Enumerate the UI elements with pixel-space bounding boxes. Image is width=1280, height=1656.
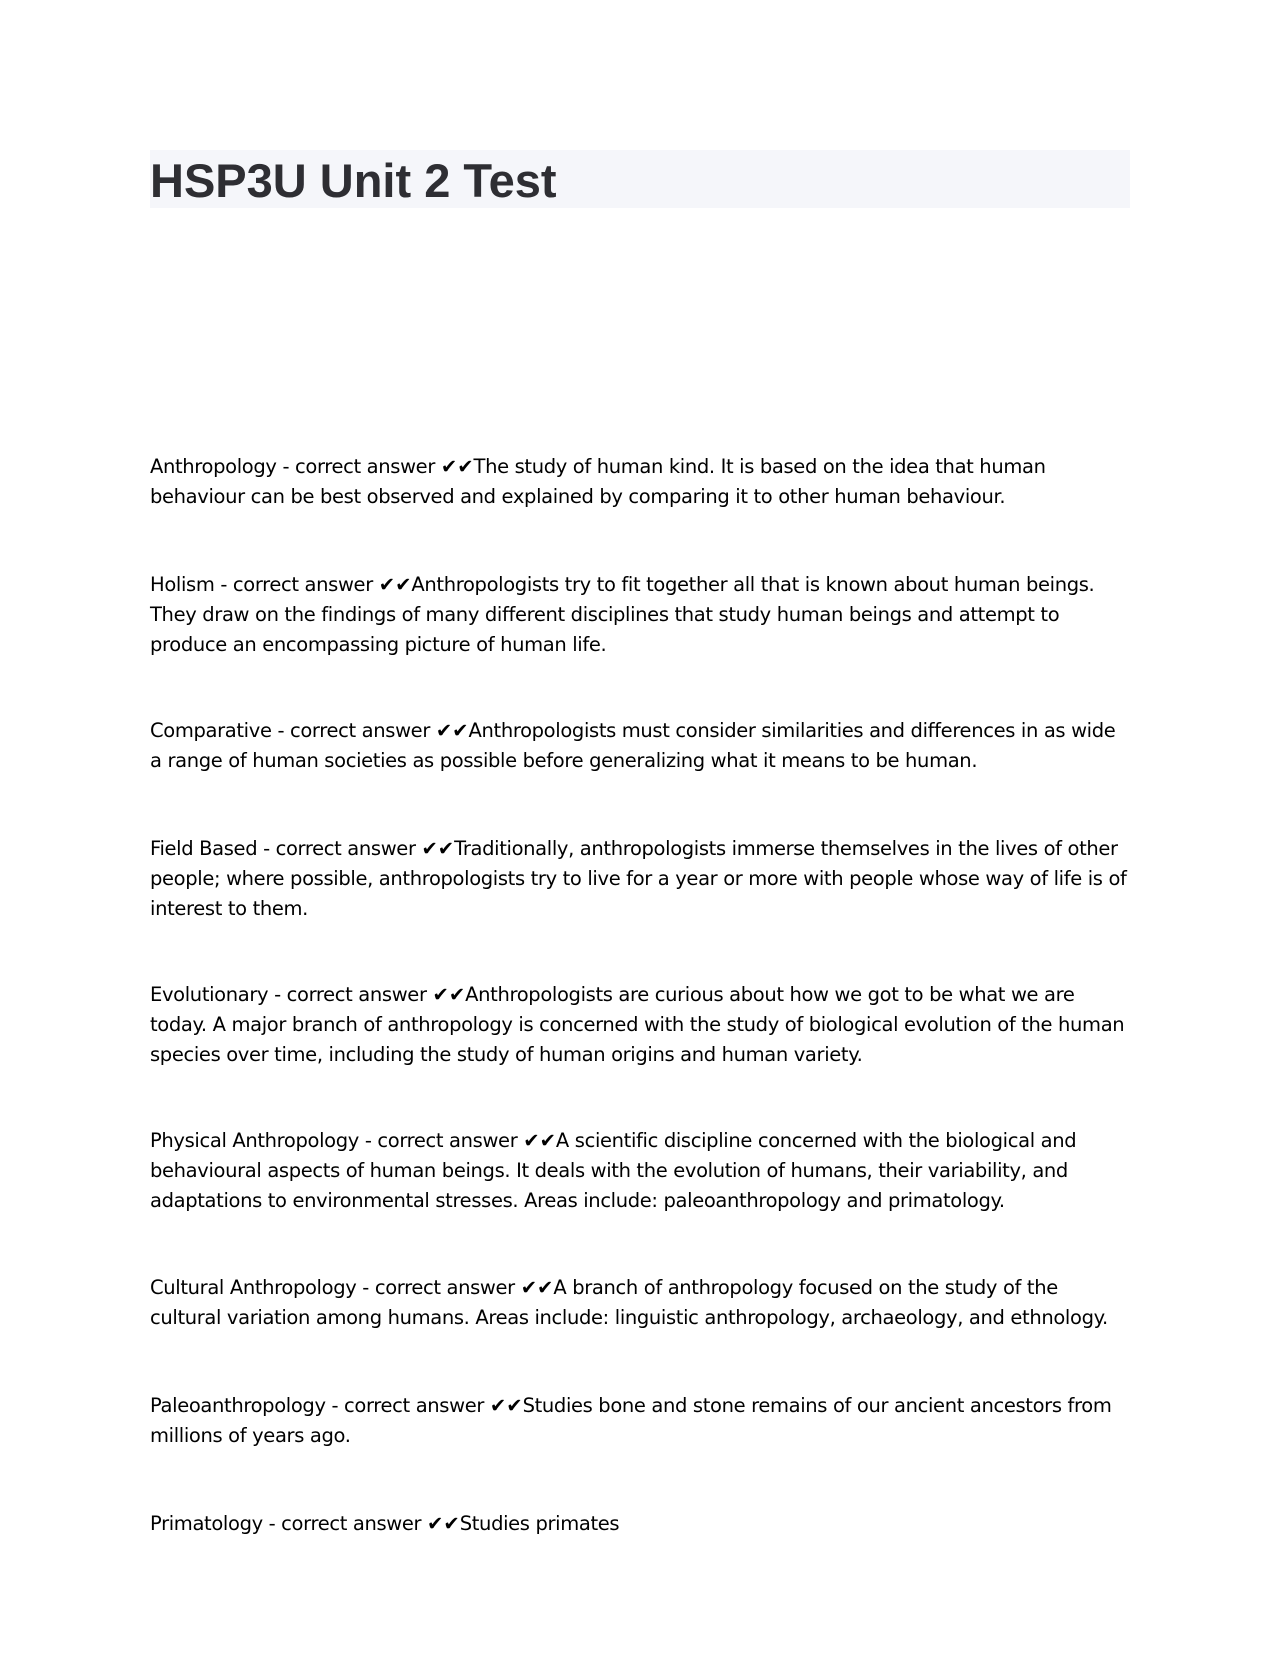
title-band	[150, 150, 1130, 208]
list-item: Anthropology - correct answer ✔✔The study of human kind. It is based on the idea that human behaviour can be best observed and explained by comparing it to other human behaviour.	[150, 455, 1046, 508]
list-item: Paleoanthropology - correct answer ✔✔Studies bone and stone remains of our ancient ancestors from millions of years ago.	[150, 1394, 1112, 1447]
list-item: Field Based - correct answer ✔✔Traditionally, anthropologists immerse themselves in the lives of other people; where possible, anthropologists try to live for a year or more with people whose way of life is of interest to them.	[150, 837, 1127, 920]
list-item: Cultural Anthropology - correct answer ✔✔A branch of anthropology focused on the study of the cultural variation among humans. Areas include: linguistic anthropology, archaeology, and ethnology.	[150, 1276, 1108, 1329]
list-item: Holism - correct answer ✔✔Anthropologists try to fit together all that is known about human beings. They draw on the findings of many different disciplines that study human beings and attempt to produce an encompassing picture of human life.	[150, 573, 1095, 656]
document-page	[150, 150, 1130, 1535]
list-item: Primatology - correct answer ✔✔Studies primates	[150, 1512, 620, 1535]
document-title: HSP3U Unit 2 Test	[150, 154, 557, 207]
list-item: Evolutionary - correct answer ✔✔Anthropologists are curious about how we got to be what we are today. A major branch of anthropology is concerned with the study of biological evolution of the human species over time, including the study of human origins and human variety.	[150, 983, 1125, 1066]
list-item: Comparative - correct answer ✔✔Anthropologists must consider similarities and differences in as wide a range of human societies as possible before generalizing what it means to be human.	[150, 719, 1116, 772]
list-item: Physical Anthropology - correct answer ✔✔A scientific discipline concerned with the biological and behavioural aspects of human beings. It deals with the evolution of humans, their variability, and adaptations to environmental stresses. Areas include: paleoanthropology and primatology.	[150, 1129, 1077, 1212]
